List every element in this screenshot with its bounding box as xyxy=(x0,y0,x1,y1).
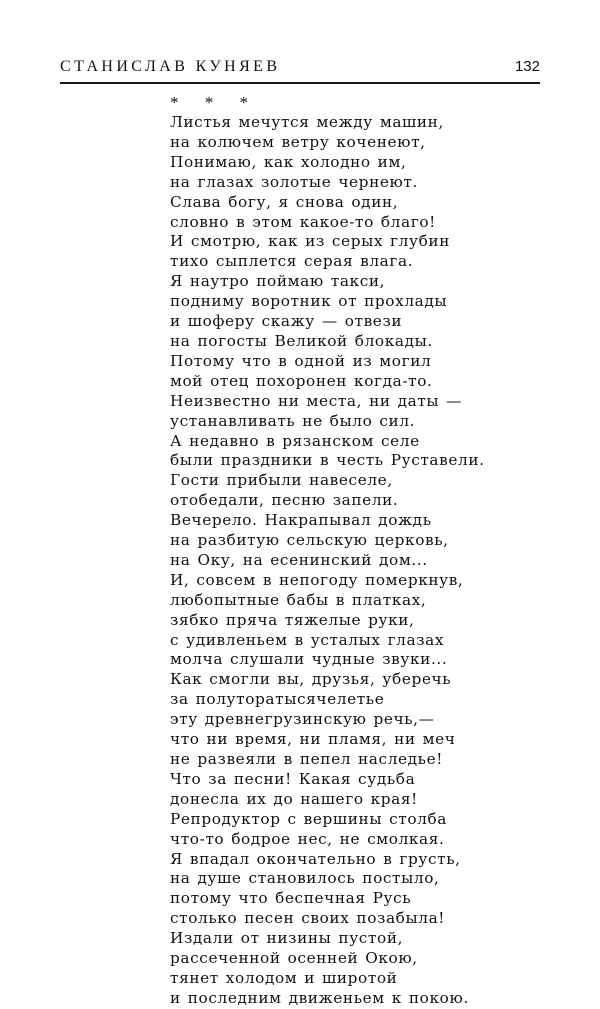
poem-line: Гости прибыли навеселе, xyxy=(170,471,393,490)
poem-line: донесла их до нашего края! xyxy=(170,789,418,808)
poem-line: Слава богу, я снова один, xyxy=(170,192,399,211)
poem-line: Что за песни! Какая судьба xyxy=(170,769,416,788)
poem-line: эту древнегрузинскую речь,— xyxy=(170,710,435,729)
poem-line: за полуторатысячелетье xyxy=(170,690,385,709)
poem-line: И смотрю, как из серых глубин xyxy=(170,232,450,251)
poem-line: тянет холодом и широтой xyxy=(170,968,398,987)
poem-line: потому что беспечная Русь xyxy=(170,889,412,908)
poem-line: А недавно в рязанском селе xyxy=(170,431,420,450)
poem-line: тихо сыплется серая влага. xyxy=(170,252,414,271)
poem-line: на колючем ветру коченеют, xyxy=(170,132,426,151)
page-header xyxy=(60,56,540,84)
poem-line: рассеченной осенней Окою, xyxy=(170,949,418,968)
poem-line: зябко пряча тяжелые руки, xyxy=(170,610,415,629)
poem-line: мой отец похоронен когда-то. xyxy=(170,371,433,390)
poem-line: словно в этом какое-то благо! xyxy=(170,212,436,231)
poem-line: на Оку, на есенинский дом... xyxy=(170,550,428,569)
page-number: 132 xyxy=(514,58,540,75)
poem-line: устанавливать не было сил. xyxy=(170,411,416,430)
poem-line: любопытные бабы в платках, xyxy=(170,590,427,609)
poem-line: Я впадал окончательно в грусть, xyxy=(170,849,461,868)
poem-line: Листья мечутся между машин, xyxy=(170,113,444,131)
poem-line: и шоферу скажу — отвези xyxy=(170,312,403,331)
poem-line: отобедали, песню запели. xyxy=(170,491,399,510)
poem-line: не развеяли в пепел наследье! xyxy=(170,750,444,768)
running-head-author: СТАНИСЛАВ КУНЯЕВ xyxy=(60,58,281,75)
poem-line: Неизвестно ни места, ни даты — xyxy=(170,391,463,410)
poem-line: Вечерело. Накрапывал дождь xyxy=(170,511,432,530)
poem-line: на глазах золотые чернеют. xyxy=(170,172,418,191)
poem-line: столько песен своих позабыла! xyxy=(170,909,446,928)
poem-line: на душе становилось постыло, xyxy=(170,869,440,888)
poem-line: были праздники в честь Руставели. xyxy=(170,451,485,470)
poem-line: что-то бодрое нес, не смолкая. xyxy=(170,829,445,848)
poem-line: молча слушали чудные звуки... xyxy=(170,650,448,669)
poem-line: на разбитую сельскую церковь, xyxy=(170,531,449,550)
poem xyxy=(170,92,500,1009)
poem-line: Понимаю, как холодно им, xyxy=(170,152,407,171)
poem-line: Репродуктор с вершины столба xyxy=(170,809,447,828)
poem-line: И, совсем в непогоду померкнув, xyxy=(170,570,464,589)
poem-line: что ни время, ни пламя, ни меч xyxy=(170,730,456,749)
poem-line: и последним движеньем к покою. xyxy=(170,988,469,1007)
poem-line: Потому что в одной из могил xyxy=(170,351,432,370)
poem-line: Как смогли вы, друзья, уберечь xyxy=(170,670,452,689)
section-divider-asterisks: * * * xyxy=(170,93,259,112)
poem-line: подниму воротник от прохлады xyxy=(170,292,448,311)
poem-line: с удивленьем в усталых глазах xyxy=(170,630,445,649)
poem-line: Я наутро поймаю такси, xyxy=(170,272,386,291)
poem-lines xyxy=(170,113,500,1009)
poem-line: на погосты Великой блокады. xyxy=(170,331,433,350)
poem-line: Издали от низины пустой, xyxy=(170,929,404,948)
